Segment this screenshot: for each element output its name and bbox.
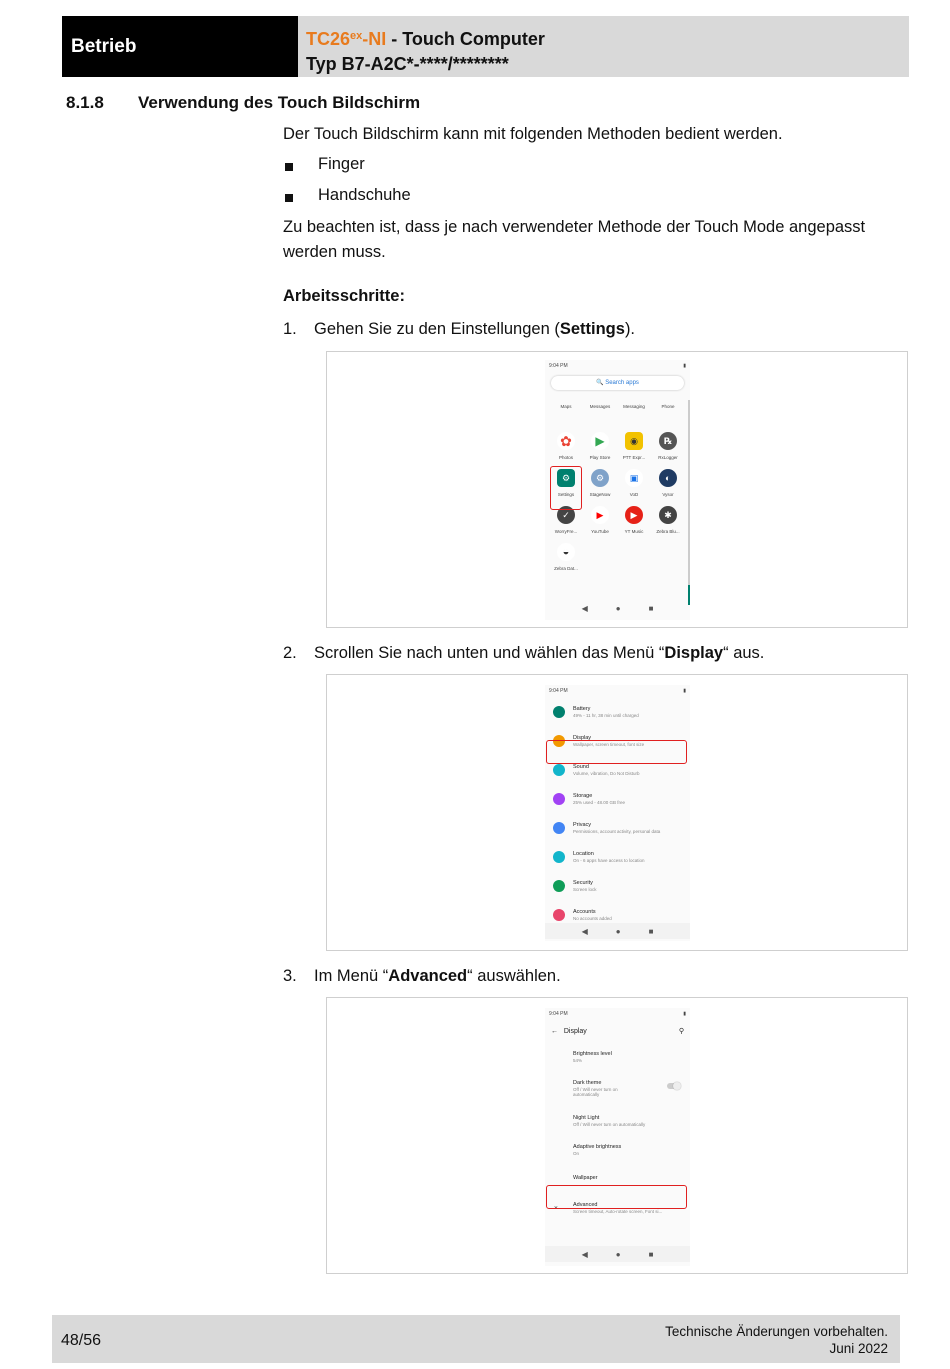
settings-item-location[interactable]: Location On - 6 apps have access to location (545, 842, 690, 871)
security-settings-icon (553, 880, 565, 892)
step-1: 1. Gehen Sie zu den Einstellungen (Settings). (283, 320, 636, 338)
sound-settings-icon (553, 764, 565, 776)
phone-screen (545, 1008, 690, 1266)
phone-screen (545, 360, 690, 620)
ptt-icon: ◉ (625, 432, 643, 450)
phone-screen (545, 685, 690, 941)
search-icon[interactable]: ⚲ (678, 1028, 684, 1035)
home-icon[interactable]: ● (615, 926, 621, 936)
app-youtube[interactable]: ▶ YouTube (583, 506, 617, 534)
settings-item-display[interactable]: Display Wallpaper, screen timeout, font size (545, 726, 690, 755)
display-item-wallpaper[interactable]: Wallpaper (573, 1175, 598, 1181)
stagenow-icon: ⚙ (591, 469, 609, 487)
settings-gear-icon: ⚙ (557, 469, 575, 487)
settings-item-privacy[interactable]: Privacy Permissions, account activity, personal data (545, 813, 690, 842)
page-header (62, 16, 909, 77)
page-number: 48/56 (61, 1332, 102, 1349)
settings-list (545, 697, 690, 929)
status-bar: 9:04 PM ▮ (549, 1011, 686, 1017)
photos-icon: ✿ (557, 432, 575, 450)
display-highlight (546, 740, 687, 764)
app-rxlogger[interactable]: ℞ RxLogger (651, 432, 685, 460)
display-item-brightness[interactable]: Brightness level 54% (573, 1050, 612, 1063)
zebra-data-icon: ◒ (557, 543, 575, 561)
recents-icon[interactable]: ■ (648, 926, 654, 936)
home-icon[interactable]: ● (615, 603, 621, 613)
display-item-adaptive-brightness[interactable]: Adaptive brightness On (573, 1143, 622, 1156)
battery-settings-icon (553, 706, 565, 718)
chevron-down-icon: ⌄ (553, 1203, 559, 1210)
accounts-settings-icon (553, 909, 565, 921)
display-header (545, 1020, 690, 1042)
step-2: 2. Scrollen Sie nach unten und wählen das Menü “Display“ aus. (283, 644, 765, 662)
nav-bar (545, 600, 690, 616)
advanced-highlight (546, 1185, 687, 1209)
app-ptt-express[interactable]: ◉ PTT Expr... (617, 432, 651, 460)
app-vysor[interactable]: ◐ Vysor (651, 469, 685, 497)
intro-text: Der Touch Bildschirm kann mit folgenden Methoden bedient werden. (283, 125, 783, 143)
nav-bar (545, 923, 690, 939)
play-store-icon: ▶ (591, 432, 609, 450)
home-icon[interactable]: ● (615, 1249, 621, 1259)
chapter-label: Betrieb (62, 16, 298, 77)
battery-icon: ▮ (683, 363, 686, 369)
back-icon[interactable]: ◀ (581, 603, 588, 613)
nav-bar (545, 1246, 690, 1262)
yt-music-icon: ▶ (625, 506, 643, 524)
section-title: Verwendung des Touch Bildschirm (138, 93, 421, 112)
settings-highlight (550, 466, 582, 510)
back-arrow-icon[interactable]: ← (551, 1027, 558, 1035)
screenshot-display-settings (326, 997, 908, 1274)
back-icon[interactable]: ◀ (581, 1249, 588, 1259)
vod-icon: ▣ (625, 469, 643, 487)
app-zebra-data[interactable]: ◒ Zebra Dat... (549, 543, 583, 571)
product-title (298, 16, 909, 77)
screenshot-app-drawer (326, 351, 908, 628)
bullet-item: Handschuhe (283, 186, 411, 205)
app-worryfree[interactable]: ✓ WorryFre... (549, 506, 583, 534)
steps-heading: Arbeitsschritte: (283, 287, 405, 305)
settings-item-battery[interactable]: Battery 49% - 11 hr, 38 min until charged (545, 697, 690, 726)
bullet-item: Finger (283, 155, 365, 174)
app-play-store[interactable]: ▶ Play Store (589, 434, 611, 460)
scroll-track (688, 400, 690, 600)
back-icon[interactable]: ◀ (581, 926, 588, 936)
screenshot-settings-list (326, 674, 908, 951)
section-heading (66, 93, 420, 113)
settings-item-accounts[interactable]: Accounts No accounts added (545, 900, 690, 929)
recents-icon[interactable]: ■ (648, 1249, 654, 1259)
storage-settings-icon (553, 793, 565, 805)
section-number: 8.1.8 (66, 93, 104, 112)
type-line: Typ B7-A2C*-****/******** (306, 54, 509, 74)
privacy-settings-icon (553, 822, 565, 834)
display-item-dark-theme[interactable]: Dark theme Off / Will never turn on automatically (545, 1071, 690, 1106)
battery-icon: ▮ (683, 688, 686, 694)
settings-item-storage[interactable]: Storage 25% used - 48.00 GB free (545, 784, 690, 813)
vysor-icon: ◐ (659, 469, 677, 487)
rxlogger-icon: ℞ (659, 432, 677, 450)
battery-icon: ▮ (683, 1011, 686, 1017)
display-title: Display (563, 1027, 587, 1035)
step-3: 3. Im Menü “Advanced“ auswählen. (283, 967, 561, 985)
page-footer (52, 1315, 900, 1363)
location-settings-icon (553, 851, 565, 863)
app-vod[interactable]: ▣ VoD (617, 469, 651, 497)
note-text: Zu beachten ist, dass je nach verwendeter Methode der Touch Mode angepasst werden muss. (283, 218, 866, 261)
settings-item-sound[interactable]: Sound Volume, vibration, Do Not Disturb (545, 755, 690, 784)
recents-icon[interactable]: ■ (648, 603, 654, 613)
brand-name: $TC26^{ex}-NI$ (306, 29, 387, 49)
display-item-night-light[interactable]: Night Light Off / Will never turn on automatically (573, 1114, 646, 1127)
footer-note: Technische Änderungen vorbehalten. Juni 2022 (665, 1324, 888, 1356)
app-photos[interactable]: ✿ Photos (558, 432, 573, 460)
dark-theme-toggle[interactable] (667, 1083, 680, 1089)
youtube-icon: ▶ (591, 506, 609, 524)
app-yt-music[interactable]: ▶ YT Music (617, 506, 651, 534)
app-zebra-bluetooth[interactable]: ✱ Zebra Blu... (651, 506, 685, 534)
top-row-labels: Maps Messages Messaging Phone (560, 404, 675, 409)
bluetooth-icon: ✱ (659, 506, 677, 524)
app-stagenow[interactable]: ⚙ StageNow (583, 469, 617, 497)
settings-item-security[interactable]: Security Screen lock (545, 871, 690, 900)
status-bar: 9:04 PM ▮ (549, 688, 686, 694)
search-apps-bar[interactable]: 🔍 Search apps (551, 376, 684, 390)
worryfree-icon: ✓ (557, 506, 575, 524)
display-item-advanced[interactable]: ⌄ Advanced Screen timeout, Auto-rotate screen, Font si... (553, 1201, 663, 1214)
status-bar: 9:04 PM ▮ (549, 363, 686, 369)
app-settings[interactable]: ⚙ Settings (549, 469, 583, 497)
product-name: - Touch Computer (386, 29, 545, 49)
